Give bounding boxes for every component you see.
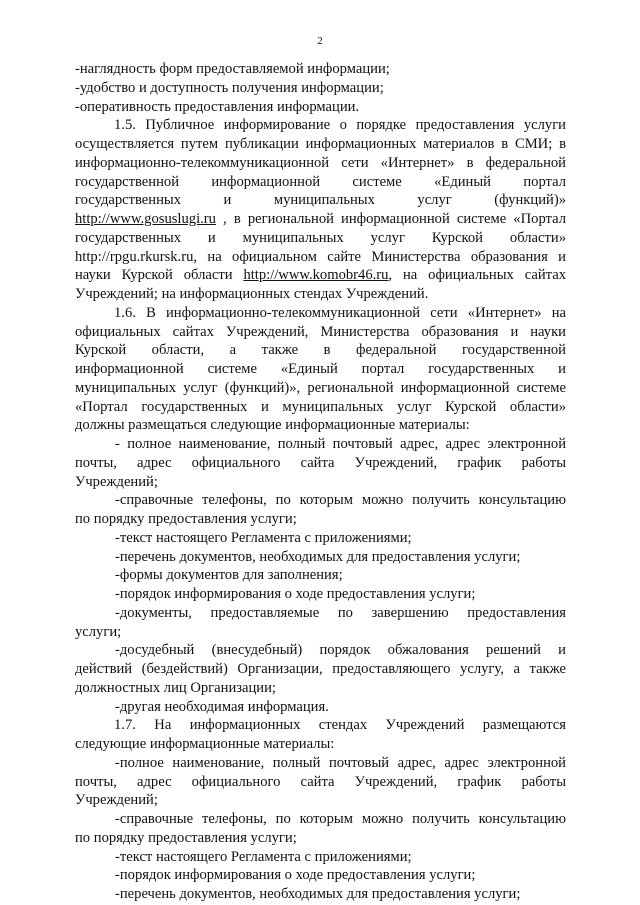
text-line: государственных и муниципальных услуг Курской области» [75,229,566,246]
text-line: действий (бездействий) Организации, предоставляющего услугу, а также [75,661,566,677]
text-line: почты, адрес официального сайта Учреждений, график работы [75,454,566,471]
text-line: информационно-телекоммуникационной сети «Интернет» в федеральной [75,154,566,171]
text-line: следующие информационные материалы: [75,736,335,752]
text-line: -документы, предоставляемые по завершению предоставления [115,604,566,621]
text-line: -досудебный (внесудебный) порядок обжалования решений и [115,642,566,659]
text-line: -текст настоящего Регламента с приложениями; [115,529,412,546]
text-line: -другая необходимая информация. [115,698,329,715]
hyperlink[interactable]: http://www.gosuslugi.ru [75,211,216,227]
text-line: «Портал государственных и муниципальных услуг Курской области» [75,398,566,415]
text-line: услуги; [75,623,122,640]
text-line: -перечень документов, необходимых для предоставления услуги; [115,886,521,902]
text-line: -справочные телефоны, по которым можно получить консультацию [115,811,566,827]
text-line: информационной системе «Единый портал государственных и [75,361,566,377]
text-line: -полное наименование, полный почтовый адрес, адрес электронной [115,754,566,771]
text-line: -справочные телефоны, по которым можно получить консультацию [115,492,566,509]
text-line: http://rpgu.rkursk.ru, на официальном сайте Министерства образования и [75,248,566,265]
document-body [75,60,566,904]
text-line: Учреждений; [75,792,158,809]
text-line: -формы документов для заполнения; [115,567,343,584]
text-line: государственной информационной системе «Единый портал [75,173,566,190]
hyperlink[interactable]: http://www.komobr46.ru [243,267,389,284]
text-line: -порядок информирования о ходе предоставления услуги; [115,586,476,602]
text-line: муниципальных услуг (функций)», региональной информационной системе [75,379,566,396]
text-line: Курской области, а также в федеральной государственной [75,342,566,359]
text-line: науки Курской области http://www.komobr46.ru, на официальных сайтах [75,267,567,284]
text-line: должностных лиц Организации; [75,679,276,696]
text-line: -порядок информирования о ходе предоставления услуги; [115,867,476,884]
text-line: осуществляется путем публикации информационных материалов в СМИ; в [75,136,566,152]
text-line: 1.5. Публичное информирование о порядке предоставления услуги [114,117,566,134]
text-line: государственных и муниципальных услуг (функций)» [75,192,566,209]
text-line: 1.6. В информационно-телекоммуникационной сети «Интернет» на [114,304,566,321]
text-line: -текст настоящего Регламента с приложениями; [115,848,412,865]
text-line: 1.7. На информационных стендах Учреждений размещаются [114,717,566,734]
text-line: по порядку предоставления услуги; [75,829,297,846]
text-line: Учреждений; на информационных стендах Учреждений. [75,286,429,302]
text-line: -наглядность форм предоставляемой информации; [75,61,390,77]
text-line: почты, адрес официального сайта Учреждений, график работы [75,773,566,790]
text-line: Учреждений; [75,473,158,490]
text-line: по порядку предоставления услуги; [75,511,297,527]
text-line: официальных сайтах Учреждений, Министерства образования и науки [75,323,566,340]
text-line: -оперативность предоставления информации. [75,98,360,115]
text-line: -перечень документов, необходимых для предоставления услуги; [115,548,521,565]
page-number: 2 [317,35,323,47]
text-line: http://www.gosuslugi.ru , в региональной информационной системе «Портал [75,211,566,227]
text-line: -удобство и доступность получения информации; [75,79,384,96]
text-line: - полное наименование, полный почтовый адрес, адрес электронной [115,436,566,452]
text-line: должны размещаться следующие информационные материалы: [75,417,470,434]
